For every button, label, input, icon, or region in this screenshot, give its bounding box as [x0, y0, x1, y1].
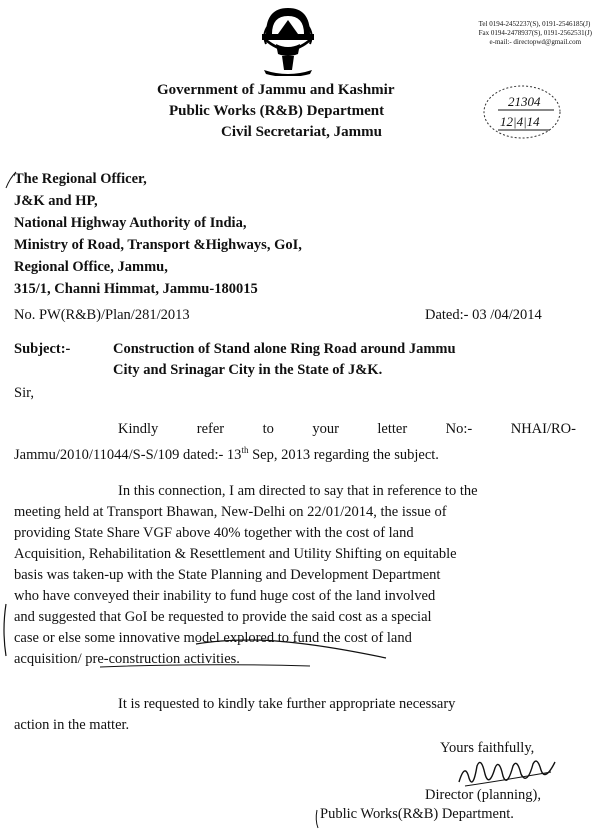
state-emblem-icon: [258, 4, 318, 76]
contact-tel: Tel 0194-2452237(S), 0191-2546185(J): [478, 20, 591, 28]
signatory-designation: Director (planning),: [425, 787, 541, 803]
recipient-address: [14, 168, 302, 300]
signatory-department: Public Works(R&B) Department.: [320, 806, 514, 822]
paragraph-2-line: who have conveyed their inability to fund huge cost of the land involved: [14, 588, 436, 604]
stamp-date: 12|4|14: [500, 114, 540, 129]
department-tick-mark: [312, 808, 322, 830]
paragraph-2-line: acquisition/ pre-construction activities.: [14, 651, 240, 667]
word: to: [262, 421, 274, 437]
subject-line-1: Construction of Stand alone Ring Road around Jammu: [113, 341, 456, 357]
subject-line-2: City and Srinagar City in the State of J&K.: [113, 362, 383, 378]
reference-date: [425, 305, 542, 326]
contact-block: [479, 20, 592, 47]
signature: [455, 752, 565, 792]
handwritten-annotations: [0, 600, 400, 670]
salutation: Sir,: [14, 385, 34, 401]
paragraph-2-line: case or else some innovative model explored to fund the cost of land: [14, 630, 412, 646]
address-line: 315/1, Channi Himmat, Jammu-180015: [14, 281, 258, 297]
paragraph-2-line: meeting held at Transport Bhawan, New-Delhi on 22/01/2014, the issue of: [14, 504, 447, 520]
address-line: National Highway Authority of India,: [14, 215, 247, 231]
word: refer: [196, 421, 225, 437]
address-line: Ministry of Road, Transport &Highways, GoI,: [14, 237, 302, 253]
p1-sup: th: [241, 445, 249, 455]
word: letter: [377, 421, 408, 437]
closing-yours-faithfully: Yours faithfully,: [440, 740, 535, 756]
p1-suffix: Sep, 2013 regarding the subject.: [248, 446, 439, 463]
paragraph-1-line-2: [14, 440, 439, 466]
stamp-number: 21304: [508, 94, 541, 109]
paragraph-2-line: providing State Share VGF above 40% together with the cost of land: [14, 525, 414, 541]
address-line: J&K and HP,: [14, 193, 98, 209]
address-line: The Regional Officer,: [14, 171, 147, 187]
paragraph-2-line: and suggested that GoI be requested to provide the said cost as a special: [14, 609, 432, 625]
contact-fax: Fax 0194-2478937(S), 0191-2562531(J): [478, 29, 592, 37]
reference-number: No. PW(R&B)/Plan/281/2013: [14, 307, 190, 323]
dated-value: 03 /04/2014: [472, 307, 542, 323]
word: Kindly: [118, 421, 159, 437]
header-line-2: Public Works (R&B) Department: [169, 103, 385, 119]
word: your: [312, 421, 339, 437]
address-line: Regional Office, Jammu,: [14, 259, 168, 275]
word: No:-: [445, 421, 473, 437]
margin-mark: [4, 168, 18, 190]
header-line-3: Civil Secretariat, Jammu: [221, 124, 382, 140]
subject-label: Subject:-: [14, 341, 71, 357]
paragraph-3-line-1: It is requested to kindly take further appropriate necessary: [118, 696, 456, 712]
paragraph-2-line: Acquisition, Rehabilitation & Resettlement and Utility Shifting on equitable: [14, 546, 457, 562]
paragraph-3-line-2: action in the matter.: [14, 717, 130, 733]
header-line-1: Government of Jammu and Kashmir: [157, 82, 395, 98]
paragraph-2-line: basis was taken-up with the State Planning and Development Department: [14, 567, 441, 583]
dated-label: Dated:-: [425, 307, 469, 323]
paragraph-1-line-1: [118, 419, 576, 440]
contact-email: e-mail:- directopwd@gmail.com: [489, 38, 582, 46]
paragraph-2-line: In this connection, I am directed to say that in reference to the: [118, 483, 478, 499]
p1-prefix: Jammu/2010/11044/S-S/109 dated:- 13: [14, 446, 242, 463]
word: NHAI/RO-: [510, 421, 576, 437]
receipt-stamp: [478, 82, 574, 142]
